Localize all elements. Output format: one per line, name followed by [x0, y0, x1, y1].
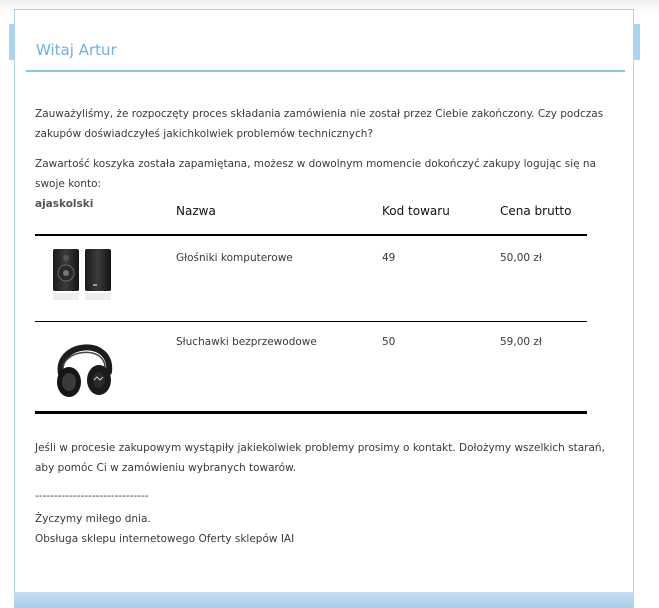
product-name: Głośniki komputerowe — [176, 252, 293, 264]
greeting-heading: Witaj Artur — [36, 41, 117, 59]
product-price: 59,00 zł — [500, 336, 542, 348]
email-container — [14, 9, 634, 599]
right-accent-tab — [634, 24, 640, 60]
footer-bar — [14, 592, 634, 608]
intro-paragraph: Zauważyliśmy, że rozpoczęty proces składania zamówienia nie został przez Ciebie zakończony. Czy podczas zakupów doświadczyłeś jakichkolwiek problemów technicznych? — [35, 108, 604, 140]
closing-text: Życzymy miłego dnia. — [35, 513, 151, 525]
headphones-image[interactable] — [47, 328, 123, 404]
product-price: 50,00 zł — [500, 252, 542, 264]
table-row — [35, 322, 587, 414]
table-bottom-rule — [35, 411, 587, 414]
header-code: Kod towaru — [382, 204, 450, 218]
speakers-image[interactable] — [47, 244, 117, 304]
account-login: ajaskolski — [35, 198, 94, 210]
signature-separator: ------------------------------ — [35, 490, 149, 502]
header-name: Nazwa — [176, 204, 216, 218]
product-code: 49 — [382, 252, 396, 264]
signature-block — [35, 509, 620, 549]
contact-paragraph: Jeśli w procesie zakupowym wystąpiły jakiekolwiek problemy prosimy o kontakt. Dołożymy wszelkich starań, aby pomóc Ci w zamówieniu wybranych towarów. — [35, 442, 605, 474]
product-code: 50 — [382, 336, 396, 348]
heading-underline — [26, 70, 625, 72]
signature-text: Obsługa sklepu internetowego Oferty sklepów IAI — [35, 533, 295, 545]
product-name: Słuchawki bezprzewodowe — [176, 336, 317, 348]
cart-saved-text: Zawartość koszyka została zapamiętana, możesz w dowolnym momencie dokończyć zakupy logując się na swoje konto: — [35, 158, 597, 190]
header-price: Cena brutto — [500, 204, 572, 218]
table-row — [35, 236, 587, 322]
